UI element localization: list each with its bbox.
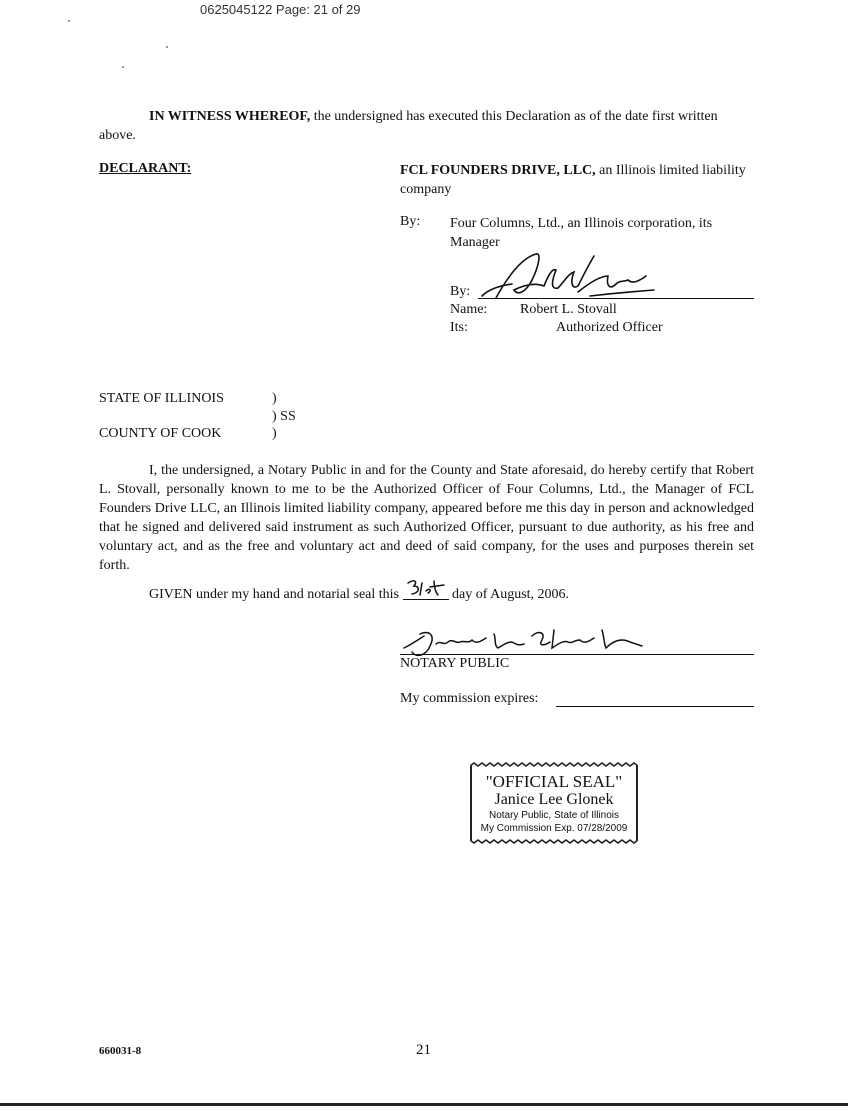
venue-paren: )	[272, 426, 277, 441]
given-before: GIVEN under my hand and notarial seal this	[149, 587, 399, 602]
given-line	[149, 585, 569, 603]
name-value: Robert L. Stovall	[520, 302, 617, 317]
seal-title: "OFFICIAL SEAL"	[485, 772, 623, 791]
commission-expiry-blank	[556, 706, 754, 707]
scan-speck	[68, 20, 70, 22]
venue-paren: )	[272, 391, 277, 406]
declarant-label: DECLARANT:	[99, 161, 192, 176]
its-label: Its:	[450, 320, 468, 335]
venue-ss: ) SS	[272, 409, 296, 424]
page-number: 21	[416, 1042, 431, 1058]
county-label: COUNTY OF COOK	[99, 426, 222, 441]
notary-signature-line	[400, 654, 754, 655]
certification-paragraph	[99, 461, 754, 575]
signature-by-label: By:	[450, 284, 471, 299]
officer-signature	[478, 246, 668, 306]
its-value: Authorized Officer	[556, 320, 663, 335]
official-seal-stamp	[470, 766, 638, 840]
given-after: day of August, 2006.	[452, 587, 570, 602]
seal-jurisdiction: Notary Public, State of Illinois	[488, 810, 620, 821]
document-header: 0625045122 Page: 21 of 29	[200, 2, 361, 17]
scan-speck	[122, 66, 124, 68]
seal-notary-name: Janice Lee Glonek	[494, 791, 614, 808]
by-label: By:	[400, 214, 421, 229]
company-name-rest: an Illinois limited liability company	[400, 163, 746, 197]
state-label: STATE OF ILLINOIS	[99, 391, 224, 406]
commission-label: My commission expires:	[400, 691, 539, 706]
manager-text: Four Columns, Ltd., an Illinois corporation, its Manager	[450, 216, 713, 250]
company-name-bold: FCL FOUNDERS DRIVE, LLC,	[400, 163, 596, 178]
seal-expiry: My Commission Exp. 07/28/2009	[480, 823, 628, 834]
notary-public-label: NOTARY PUBLIC	[400, 656, 510, 671]
seal-bottom-border	[470, 838, 638, 844]
day-handwritten	[406, 577, 448, 599]
witness-text: the undersigned has executed this Declaration as of the date first written above.	[99, 109, 718, 143]
day-blank	[403, 585, 449, 600]
company-name	[400, 161, 754, 199]
witness-lead: IN WITNESS WHEREOF,	[149, 109, 311, 124]
scan-bottom-edge	[0, 1103, 848, 1106]
document-code: 660031-8	[99, 1045, 142, 1057]
scan-speck	[166, 46, 168, 48]
witness-paragraph	[99, 107, 754, 145]
seal-top-border	[470, 762, 638, 768]
certification-text: I, the undersigned, a Notary Public in and for the County and State aforesaid, do hereby certify that Robert L. Stovall, personally known to me to be the Authorized Officer of Four Columns, Ltd., the Manager of FCL Founders Drive LLC, an Illinois limited liability company, appeared before me this day in person and acknowledged that he signed and delivered said instrument as such Authorized Officer, pursuant to due authority, as his free and voluntary act, and as the free and voluntary act and deed of said company, for the uses and purposes therein set forth.	[99, 463, 754, 573]
name-label: Name:	[450, 302, 488, 317]
